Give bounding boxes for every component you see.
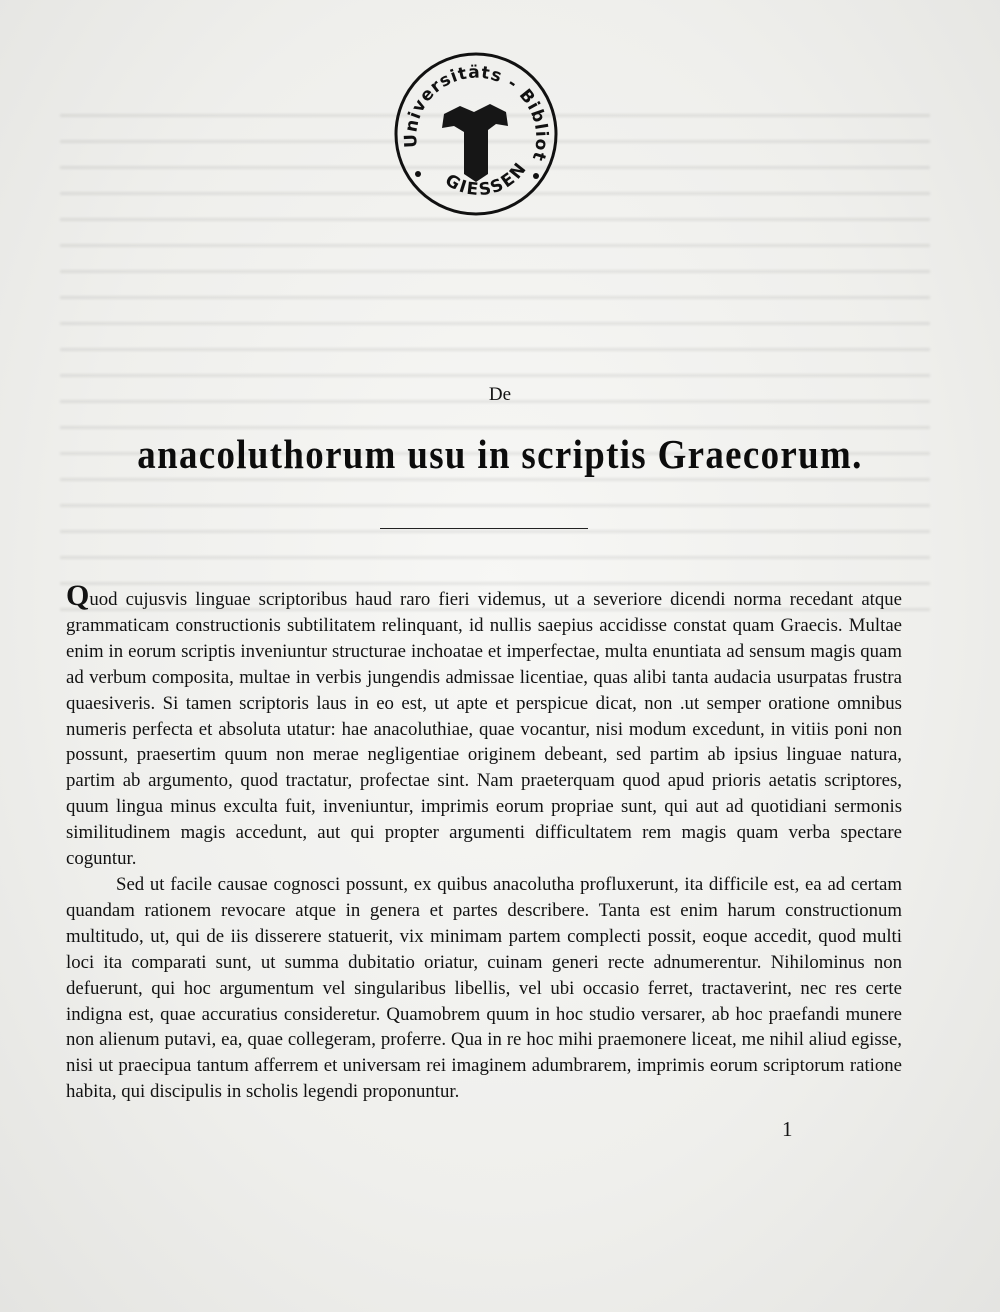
svg-text:Universitäts - Bibliothek: Universitäts - Bibliot: [401, 62, 552, 164]
stamp-seal-icon: [390, 48, 562, 220]
title-rule: [380, 528, 588, 529]
svg-text:GIESSEN: GIESSEN: [441, 158, 532, 201]
library-stamp: [390, 48, 562, 220]
paragraph-1-text: uod cujusvis linguae scriptoribus haud raro fieri videmus, ut a severiore dicendi norma recedant atque grammaticam constructionis subtilitatem relinquant, id nullis saepius accidisse constat quam Graecis. Multae enim in eorum scriptis inveniuntur structurae inchoatae et imperfectae, multa enuntiata ad sensum magis quam ad verbum composita, multae in verbis jungendis admissae licentiae, quas alibi tanta audacia usurpatas frustra quaesiveris. Si tamen scriptoris laus in eo est, ut apte et perspicue dicat, non .ut semper oratione omnibus numeris perfecta et absoluta utatur: hae anacoluthiae, quae vocantur, nisi modum excedunt, in vitiis poni non possunt, praesertim quum non merae negligentiae originem debeant, sed partim ab ipsius linguae natura, partim ab argumento, quod tractatur, profectae sint. Nam praeterquam quod apud prioris aetatis scriptores, quum lingua minus exculta fuit, inveniuntur, imprimis eorum propriae sunt, qui aut ad quotidiani sermonis similitudinem magis accedunt, aut qui propter argumenti difficultatem rem magis quam verba spectare coguntur.: [66, 589, 902, 870]
paragraph-1: [66, 579, 902, 872]
page-title: anacoluthorum usu in scriptis Graecorum.: [137, 431, 863, 477]
page-number: 1: [782, 1117, 793, 1141]
drop-cap: Q: [66, 579, 90, 612]
paragraph-2: Sed ut facile causae cognosci possunt, ex quibus anacolutha profluxerunt, ita difficile est, ea ad certam quandam rationem revocare atque in genera et partes describere. Tanta est enim harum constructionum multitudo, ut, qui de iis disserere statuerit, vix minimam partem complecti possit, eoque accedit, quod multi loci ita comparati sunt, ut summa dubitatio oriatur, cuinam generi recte adnumerentur. Nihilominus non defuerunt, qui hoc argumentum vel singularibus libellis, vel ubi occasio ferret, tractaverint, nec res certe indigna est, quae accuratius consideretur. Quamobrem quum in hoc studio versarer, ab hoc praefandi munere non alienum putavi, ea, quae collegeram, proferre. Qua in re hoc mihi praemonere liceat, me nihil aliud egisse, nisi ut praecipua tantum afferrem et universam rei imaginem adumbrarem, imprimis eorum scriptorum ratione habita, qui discipulis in scholis legendi proponuntur.: [66, 873, 902, 1103]
heading-de: De: [488, 384, 512, 405]
body-text: [66, 579, 902, 1105]
